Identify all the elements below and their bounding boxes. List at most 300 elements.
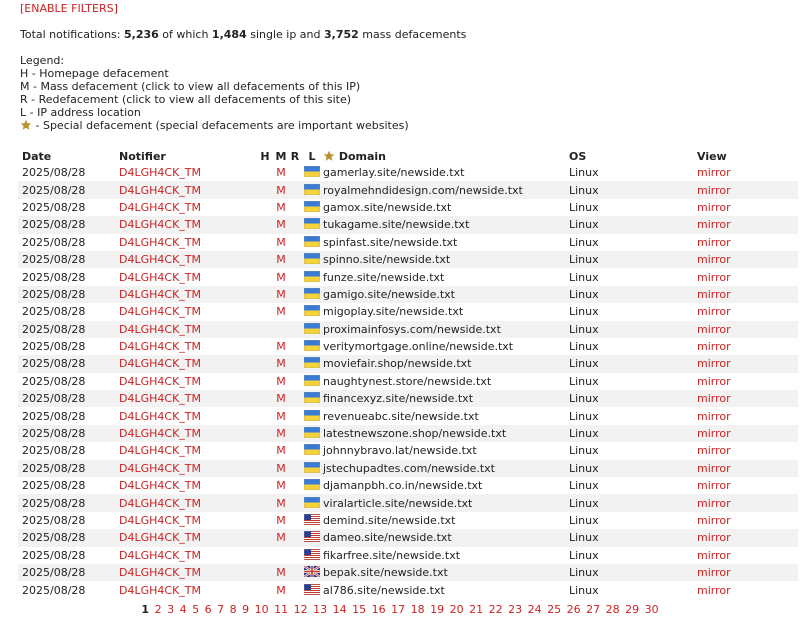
table-row [18, 581, 798, 598]
page-link[interactable]: 3 [167, 603, 175, 616]
cell-domain: johnnybravo.lat/newside.txt [323, 442, 569, 459]
notifier-link[interactable]: D4LGH4CK_TM [119, 496, 201, 510]
cell-date: 2025/08/28 [18, 494, 119, 511]
mirror-link[interactable]: mirror [697, 200, 731, 214]
pagination [0, 603, 800, 616]
cell-date: 2025/08/28 [18, 321, 119, 338]
summary-suffix: mass defacements [358, 28, 467, 41]
mirror-link[interactable]: mirror [697, 514, 731, 527]
cell-notifier[interactable] [119, 407, 257, 424]
cell-os: Linux [569, 547, 697, 564]
cell-location [301, 199, 323, 216]
cell-mass[interactable]: M [273, 181, 289, 198]
cell-notifier[interactable] [119, 477, 257, 494]
page-link[interactable]: 30 [644, 603, 659, 616]
cell-domain: gamox.site/newside.txt [323, 199, 569, 216]
cell-notifier[interactable] [119, 181, 257, 198]
notifier-link[interactable]: D4LGH4CK_TM [119, 548, 201, 562]
header-domain-label: Domain [338, 149, 387, 163]
page-link[interactable]: 7 [217, 603, 225, 616]
cell-mass[interactable]: M [273, 268, 289, 285]
mirror-link[interactable]: mirror [697, 340, 731, 354]
cell-view[interactable] [697, 460, 798, 477]
cell-view[interactable] [697, 477, 798, 494]
flag-ukraine-icon [304, 479, 320, 490]
notifier-link[interactable]: D4LGH4CK_TM [119, 409, 201, 423]
cell-date: 2025/08/28 [18, 390, 119, 407]
mirror-link[interactable]: mirror [697, 235, 731, 249]
cell-date: 2025/08/28 [18, 355, 119, 372]
page-link[interactable]: 25 [547, 603, 562, 616]
notifier-link[interactable]: D4LGH4CK_TM [119, 374, 201, 388]
cell-r [289, 581, 301, 598]
cell-view[interactable] [697, 199, 798, 216]
cell-date: 2025/08/28 [18, 547, 119, 564]
cell-notifier[interactable] [119, 199, 257, 216]
cell-notifier[interactable] [119, 338, 257, 355]
mirror-link[interactable]: mirror [697, 183, 731, 197]
header-l: L [308, 149, 316, 163]
cell-notifier[interactable] [119, 355, 257, 372]
cell-notifier[interactable] [119, 216, 257, 233]
cell-view[interactable] [697, 512, 798, 529]
notifier-link[interactable]: D4LGH4CK_TM [119, 392, 201, 406]
cell-location [301, 164, 323, 181]
cell-date: 2025/08/28 [18, 216, 119, 233]
cell-notifier[interactable] [119, 512, 257, 529]
cell-view[interactable] [697, 338, 798, 355]
mirror-link[interactable]: mirror [697, 287, 731, 301]
notifier-link[interactable]: D4LGH4CK_TM [119, 253, 201, 267]
notifier-link[interactable]: D4LGH4CK_TM [119, 270, 201, 284]
cell-view[interactable] [697, 407, 798, 424]
cell-h [257, 390, 273, 407]
mirror-link[interactable]: mirror [697, 253, 731, 267]
page-link[interactable]: 28 [605, 603, 620, 616]
cell-r [289, 477, 301, 494]
cell-location [301, 216, 323, 233]
flag-ukraine-icon [304, 305, 320, 316]
cell-domain: financexyz.site/newside.txt [323, 390, 569, 407]
cell-h [257, 199, 273, 216]
page-link[interactable]: 23 [508, 603, 523, 616]
cell-r [289, 460, 301, 477]
cell-notifier[interactable] [119, 164, 257, 181]
cell-notifier[interactable] [119, 234, 257, 251]
page-link[interactable]: 13 [313, 603, 328, 616]
cell-mass[interactable] [273, 547, 289, 564]
mirror-link[interactable]: mirror [697, 479, 731, 493]
cell-domain: proximainfosys.com/newside.txt [323, 321, 569, 338]
cell-h [257, 547, 273, 564]
cell-date: 2025/08/28 [18, 425, 119, 442]
notifier-link[interactable]: D4LGH4CK_TM [119, 427, 201, 441]
flag-usa-icon [304, 514, 320, 525]
page-link[interactable]: 29 [625, 603, 640, 616]
cell-view[interactable] [697, 373, 798, 390]
cell-os: Linux [569, 477, 697, 494]
cell-view[interactable] [697, 234, 798, 251]
cell-date: 2025/08/28 [18, 407, 119, 424]
cell-view[interactable] [697, 286, 798, 303]
cell-notifier[interactable] [119, 581, 257, 598]
cell-h [257, 581, 273, 598]
cell-r [289, 181, 301, 198]
cell-mass[interactable]: M [273, 477, 289, 494]
cell-os: Linux [569, 425, 697, 442]
notifier-link[interactable]: D4LGH4CK_TM [119, 200, 201, 214]
cell-view[interactable] [697, 529, 798, 546]
cell-notifier[interactable] [119, 251, 257, 268]
notifier-link[interactable]: D4LGH4CK_TM [119, 479, 201, 493]
flag-ukraine-icon [304, 357, 320, 368]
cell-h [257, 303, 273, 320]
cell-h [257, 234, 273, 251]
cell-domain: jstechupadtes.com/newside.txt [323, 460, 569, 477]
cell-r [289, 564, 301, 581]
notifier-link[interactable]: D4LGH4CK_TM [119, 322, 201, 336]
page-link[interactable]: 20 [449, 603, 464, 616]
cell-notifier[interactable] [119, 547, 257, 564]
page-link[interactable]: 12 [293, 603, 308, 616]
notifier-link[interactable]: D4LGH4CK_TM [119, 461, 201, 475]
cell-domain: veritymortgage.online/newside.txt [323, 338, 569, 355]
cell-h [257, 460, 273, 477]
cell-domain: moviefair.shop/newside.txt [323, 355, 569, 372]
mirror-link[interactable]: mirror [697, 305, 731, 319]
page-link[interactable]: 11 [274, 603, 289, 616]
cell-date: 2025/08/28 [18, 581, 119, 598]
cell-r [289, 373, 301, 390]
mirror-link[interactable]: mirror [697, 392, 731, 406]
page-link[interactable]: 2 [154, 603, 162, 616]
cell-os: Linux [569, 234, 697, 251]
cell-notifier[interactable] [119, 494, 257, 511]
table-row [18, 442, 798, 459]
cell-date: 2025/08/28 [18, 373, 119, 390]
legend-item-special-text: - Special defacement (special defacements are important websites) [32, 119, 409, 132]
notifier-link[interactable]: D4LGH4CK_TM [119, 531, 201, 545]
total-notifications [20, 28, 466, 41]
header-notifier[interactable]: Notifier [119, 149, 166, 163]
cell-h [257, 321, 273, 338]
cell-r [289, 442, 301, 459]
notifier-link[interactable]: D4LGH4CK_TM [119, 514, 201, 527]
cell-h [257, 216, 273, 233]
summary-single: 1,484 [211, 28, 247, 41]
notifier-link[interactable]: D4LGH4CK_TM [119, 583, 201, 597]
defacements-table [18, 148, 798, 599]
cell-domain: dameo.site/newside.txt [323, 529, 569, 546]
cell-mass[interactable]: M [273, 512, 289, 529]
table-row [18, 234, 798, 251]
cell-r [289, 494, 301, 511]
table-row [18, 338, 798, 355]
mirror-link[interactable]: mirror [697, 270, 731, 284]
cell-location [301, 477, 323, 494]
mirror-link[interactable]: mirror [697, 409, 731, 423]
cell-view[interactable] [697, 164, 798, 181]
star-icon [20, 119, 32, 131]
mirror-link[interactable]: mirror [697, 496, 731, 510]
cell-domain: demind.site/newside.txt [323, 512, 569, 529]
cell-mass[interactable]: M [273, 355, 289, 372]
cell-mass[interactable]: M [273, 529, 289, 546]
mirror-link[interactable]: mirror [697, 322, 731, 336]
cell-mass[interactable]: M [273, 286, 289, 303]
cell-os: Linux [569, 494, 697, 511]
table-row [18, 321, 798, 338]
cell-view[interactable] [697, 321, 798, 338]
cell-mass[interactable]: M [273, 199, 289, 216]
mirror-link[interactable]: mirror [697, 357, 731, 371]
cell-view[interactable] [697, 494, 798, 511]
notifier-link[interactable]: D4LGH4CK_TM [119, 357, 201, 371]
mirror-link[interactable]: mirror [697, 444, 731, 458]
mirror-link[interactable]: mirror [697, 461, 731, 475]
table-row [18, 477, 798, 494]
cell-mass[interactable]: M [273, 373, 289, 390]
cell-date: 2025/08/28 [18, 564, 119, 581]
cell-h [257, 529, 273, 546]
cell-r [289, 390, 301, 407]
cell-mass[interactable]: M [273, 581, 289, 598]
cell-view[interactable] [697, 355, 798, 372]
page-link[interactable]: 10 [254, 603, 269, 616]
table-body [18, 164, 798, 599]
summary-mass: 3,752 [324, 28, 359, 41]
cell-mass[interactable]: M [273, 442, 289, 459]
cell-r [289, 547, 301, 564]
table-row [18, 425, 798, 442]
cell-location [301, 425, 323, 442]
cell-mass[interactable]: M [273, 234, 289, 251]
cell-view[interactable] [697, 251, 798, 268]
cell-view[interactable] [697, 581, 798, 598]
notifier-link[interactable]: D4LGH4CK_TM [119, 305, 201, 319]
cell-view[interactable] [697, 216, 798, 233]
cell-notifier[interactable] [119, 460, 257, 477]
legend-title: Legend: [20, 54, 65, 67]
notifier-link[interactable]: D4LGH4CK_TM [119, 566, 201, 580]
cell-h [257, 407, 273, 424]
cell-view[interactable] [697, 425, 798, 442]
mirror-link[interactable]: mirror [697, 218, 731, 232]
cell-notifier[interactable] [119, 529, 257, 546]
cell-view[interactable] [697, 564, 798, 581]
cell-location [301, 564, 323, 581]
page-link[interactable]: 22 [488, 603, 503, 616]
table-row [18, 216, 798, 233]
page-link[interactable]: 6 [204, 603, 212, 616]
cell-view[interactable] [697, 547, 798, 564]
cell-os: Linux [569, 355, 697, 372]
cell-date: 2025/08/28 [18, 529, 119, 546]
notifier-link[interactable]: D4LGH4CK_TM [119, 218, 201, 232]
cell-os: Linux [569, 512, 697, 529]
table-row [18, 512, 798, 529]
cell-location [301, 547, 323, 564]
cell-mass[interactable]: M [273, 390, 289, 407]
page-link[interactable]: 14 [332, 603, 347, 616]
cell-h [257, 442, 273, 459]
flag-ukraine-icon [304, 271, 320, 282]
cell-domain: revenueabc.site/newside.txt [323, 407, 569, 424]
cell-view[interactable] [697, 181, 798, 198]
header-os[interactable]: OS [569, 149, 587, 163]
cell-mass[interactable]: M [273, 407, 289, 424]
notifier-link[interactable]: D4LGH4CK_TM [119, 166, 201, 180]
cell-domain: spinno.site/newside.txt [323, 251, 569, 268]
cell-location [301, 494, 323, 511]
cell-h [257, 355, 273, 372]
cell-os: Linux [569, 251, 697, 268]
page-link[interactable]: 21 [469, 603, 484, 616]
cell-mass[interactable]: M [273, 460, 289, 477]
cell-domain: djamanpbh.co.in/newside.txt [323, 477, 569, 494]
cell-notifier[interactable] [119, 390, 257, 407]
cell-r [289, 251, 301, 268]
cell-notifier[interactable] [119, 373, 257, 390]
cell-r [289, 164, 301, 181]
mirror-link[interactable]: mirror [697, 166, 731, 180]
cell-os: Linux [569, 407, 697, 424]
page-current: 1 [141, 603, 150, 616]
header-date[interactable]: Date [22, 149, 52, 163]
page-link[interactable]: 15 [352, 603, 367, 616]
table-row [18, 355, 798, 372]
table-row [18, 199, 798, 216]
mirror-link[interactable]: mirror [697, 548, 731, 562]
table-row [18, 268, 798, 285]
cell-h [257, 268, 273, 285]
cell-domain: bepak.site/newside.txt [323, 564, 569, 581]
cell-mass[interactable] [273, 321, 289, 338]
cell-h [257, 338, 273, 355]
cell-notifier[interactable] [119, 564, 257, 581]
cell-notifier[interactable] [119, 425, 257, 442]
page-link[interactable]: 18 [410, 603, 425, 616]
page-link[interactable]: 9 [242, 603, 250, 616]
cell-h [257, 286, 273, 303]
page-link[interactable]: 8 [229, 603, 237, 616]
cell-mass[interactable]: M [273, 216, 289, 233]
table-row [18, 494, 798, 511]
cell-domain: funze.site/newside.txt [323, 268, 569, 285]
cell-date: 2025/08/28 [18, 164, 119, 181]
cell-view[interactable] [697, 303, 798, 320]
cell-os: Linux [569, 321, 697, 338]
cell-h [257, 494, 273, 511]
flag-ukraine-icon [304, 410, 320, 421]
cell-location [301, 268, 323, 285]
summary-prefix: Total notifications: [20, 28, 124, 41]
cell-h [257, 164, 273, 181]
cell-r [289, 425, 301, 442]
cell-view[interactable] [697, 390, 798, 407]
page-link[interactable]: 16 [371, 603, 386, 616]
page-link[interactable]: 24 [527, 603, 542, 616]
notifier-link[interactable]: D4LGH4CK_TM [119, 183, 201, 197]
flag-usa-icon [304, 549, 320, 560]
cell-r [289, 268, 301, 285]
cell-h [257, 373, 273, 390]
cell-date: 2025/08/28 [18, 303, 119, 320]
mirror-link[interactable]: mirror [697, 374, 731, 388]
mirror-link[interactable]: mirror [697, 566, 731, 580]
page-link[interactable]: 19 [430, 603, 445, 616]
cell-os: Linux [569, 268, 697, 285]
cell-os: Linux [569, 216, 697, 233]
cell-mass[interactable]: M [273, 494, 289, 511]
table-row [18, 407, 798, 424]
cell-domain: latestnewszone.shop/newside.txt [323, 425, 569, 442]
cell-mass[interactable]: M [273, 564, 289, 581]
page-link[interactable]: 17 [391, 603, 406, 616]
page-link[interactable]: 4 [179, 603, 187, 616]
cell-location [301, 460, 323, 477]
cell-mass[interactable]: M [273, 303, 289, 320]
cell-domain: fikarfree.site/newside.txt [323, 547, 569, 564]
summary-mid2: single ip and [246, 28, 325, 41]
cell-date: 2025/08/28 [18, 199, 119, 216]
cell-mass[interactable]: M [273, 425, 289, 442]
cell-location [301, 321, 323, 338]
header-domain[interactable] [323, 148, 569, 164]
notifier-link[interactable]: D4LGH4CK_TM [119, 340, 201, 354]
header-m: M [275, 149, 287, 163]
page-link[interactable]: 5 [192, 603, 200, 616]
page-link[interactable]: 27 [586, 603, 601, 616]
flag-ukraine-icon [304, 462, 320, 473]
cell-view[interactable] [697, 268, 798, 285]
cell-notifier[interactable] [119, 268, 257, 285]
cell-os: Linux [569, 303, 697, 320]
cell-notifier[interactable] [119, 442, 257, 459]
cell-os: Linux [569, 181, 697, 198]
notifier-link[interactable]: D4LGH4CK_TM [119, 235, 201, 249]
cell-mass[interactable]: M [273, 251, 289, 268]
mirror-link[interactable]: mirror [697, 427, 731, 441]
notifier-link[interactable]: D4LGH4CK_TM [119, 444, 201, 458]
mirror-link[interactable]: mirror [697, 583, 731, 597]
table-row [18, 303, 798, 320]
cell-notifier[interactable] [119, 303, 257, 320]
cell-location [301, 181, 323, 198]
page-link[interactable]: 26 [566, 603, 581, 616]
cell-mass[interactable]: M [273, 338, 289, 355]
notifier-link[interactable]: D4LGH4CK_TM [119, 287, 201, 301]
cell-notifier[interactable] [119, 286, 257, 303]
table-row [18, 564, 798, 581]
cell-location [301, 512, 323, 529]
flag-ukraine-icon [304, 201, 320, 212]
header-h: H [260, 149, 270, 163]
mirror-link[interactable]: mirror [697, 531, 731, 545]
cell-location [301, 390, 323, 407]
cell-h [257, 512, 273, 529]
cell-notifier[interactable] [119, 321, 257, 338]
cell-view[interactable] [697, 442, 798, 459]
cell-r [289, 407, 301, 424]
table-row [18, 547, 798, 564]
cell-os: Linux [569, 373, 697, 390]
enable-filters-link[interactable]: [ENABLE FILTERS] [20, 2, 118, 15]
cell-location [301, 407, 323, 424]
cell-mass[interactable]: M [273, 164, 289, 181]
flag-ukraine-icon [304, 323, 320, 334]
cell-date: 2025/08/28 [18, 286, 119, 303]
